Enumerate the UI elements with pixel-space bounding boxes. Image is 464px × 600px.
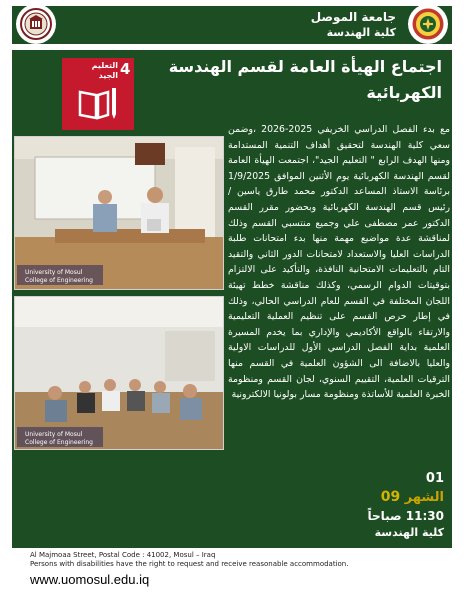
event-place: كلية الهندسة — [374, 526, 444, 539]
svg-text:College of Engineering: College of Engineering — [25, 439, 93, 446]
event-day: 01 — [425, 471, 444, 486]
header-bar — [12, 6, 452, 44]
article-body: مع بدء الفصل الدراسي الخريفي 2025-2026 ،وضمن سعي كلية الهندسة لتحقيق أهداف التنمية المستدامة ومنها الهدف الرابع " التعليم الجيد"، اجتمعت الهيأة العامة لقسم الهندسة الكهربائية يوم الأثنين الموافق 1/9/2025 برئاسة الاستاذ المساعد الدكتور محمد طارق ياسين / رئيس قسم الهندسة الكهربائية وبحضور مقرر القسم الدكتور عمر مصطفى علي وجميع منتسبي القسم وذلك لمناقشة عدة مواضيع مهمة منها بدء امتحانات طلبة الدراسات العليا والاستعداد لامتحانات الدور الثاني والتقيد التام بالتعليمات الامتحانية النافذة، والتأكيد على الالتزام بتوقيتات الدوام الرسمي، وكذلك مناقشة خطط تهيئة اللجان المختلفة في القسم للعام الدراسي الحالي، وذلك في إطار حرص القسم على تنظيم العملية التعليمية والارتقاء بالواقع الأكاديمي والإداري بما يخدم المسيرة العلمية بداية الفصل الدراسي الأول للدراسات الاولية والعليا بالاضافة الى الشؤون العلمية في القسم منها الترقيات العلمية، التقييم السنوي، لجان القسم ومنظومة الخبرة العلمية للأساتذة ومنظومة مسار بولونيا الالكترونية — [228, 124, 450, 401]
meeting-photo-2 — [14, 296, 224, 450]
meeting-photo-1 — [14, 136, 224, 290]
svg-text:University of Mosul: University of Mosul — [25, 269, 83, 276]
website-link[interactable]: www.uomosul.edu.iq — [30, 572, 150, 587]
footer-accessibility: Persons with disabilities have the right to request and receive reasonable accommodation. — [30, 560, 349, 568]
article-title: اجتماع الهيأة العامة لقسم الهندسة الكهربائية — [168, 57, 442, 102]
sdg4-badge — [62, 58, 134, 130]
college-name: كلية الهندسة — [326, 26, 396, 39]
book-pencil-icon — [76, 86, 120, 120]
event-time: 11:30 صباحاً — [367, 509, 444, 523]
month-value: 09 — [380, 489, 401, 505]
sdg-label: التعليم الجيد — [91, 61, 118, 80]
month-label: الشهر — [404, 490, 444, 505]
event-month — [367, 488, 444, 507]
svg-text:College of Engineering: College of Engineering — [25, 277, 93, 284]
college-emblem-icon — [16, 4, 56, 44]
event-meta — [367, 470, 444, 541]
footer-address: Al Majmoaa Street, Postal Code : 41002, Mosul – Iraq — [30, 551, 216, 559]
header-titles — [311, 10, 396, 40]
university-seal-icon — [408, 4, 448, 44]
sdg-number: 4 — [120, 60, 131, 78]
university-name: جامعة الموصل — [310, 10, 396, 24]
svg-text:University of Mosul: University of Mosul — [25, 431, 83, 438]
footer-notes — [30, 551, 348, 569]
